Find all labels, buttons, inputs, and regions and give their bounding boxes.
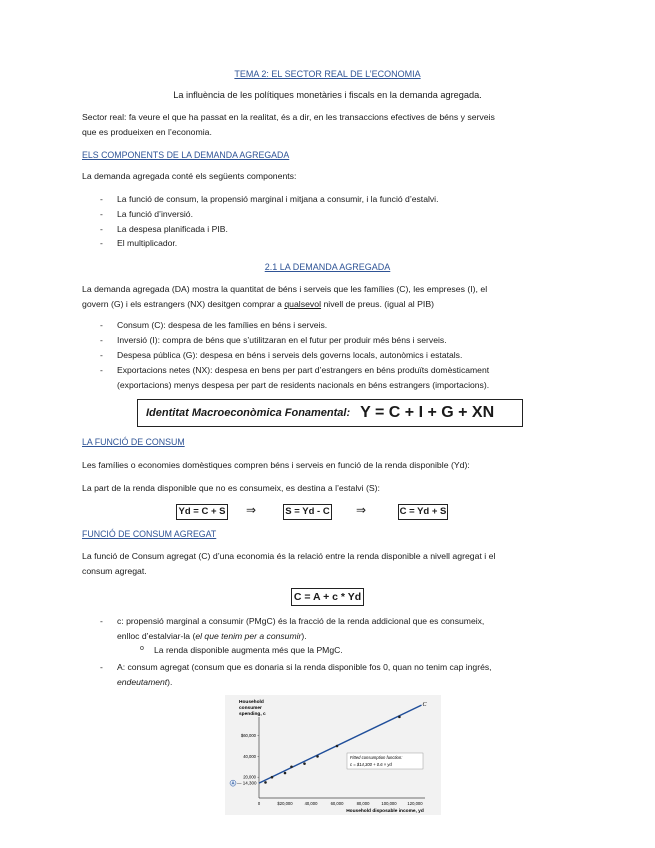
fit-annotation	[347, 753, 423, 769]
data-point	[271, 776, 274, 779]
y-tick-label: 40,000	[243, 753, 256, 759]
equation-box-s: S = Yd - C	[283, 504, 332, 520]
x-tick-label: 120,000	[407, 801, 423, 806]
implies-arrow: ⇒	[246, 503, 257, 517]
macroeconomic-identity-box	[137, 399, 523, 427]
identity-equation: Y = C + I + G + XN	[360, 404, 495, 421]
data-point	[398, 716, 401, 719]
sub-list-item: o La renda disponible augmenta més que la PMgC.	[140, 645, 343, 655]
intro-line-1: Sector real: fa veure el que ha passat en la realitat, és a dir, en les transaccions efectives de béns y serveis	[82, 112, 495, 122]
identity-label: Identitat Macroeconòmica Fonamental:	[146, 407, 351, 419]
agregat-paragraph: La funció de Consum agregat (C) d’una economia és la relació entre la renda disponible a nivell agregat i el consum agregat.	[82, 551, 496, 576]
intro-paragraph	[82, 110, 562, 140]
x-tick-label: 0	[257, 801, 261, 806]
intercept-label: — 14,300	[237, 780, 257, 786]
implies-arrow: ⇒	[356, 503, 367, 517]
consum-heading: LA FUNCIÓ DE CONSUM	[82, 437, 185, 447]
data-point	[284, 772, 287, 775]
data-point	[264, 781, 267, 784]
data-point	[336, 745, 339, 748]
y-tick-label: $60,000	[240, 733, 256, 739]
data-point	[303, 762, 306, 765]
intercept-letter: A	[231, 780, 235, 786]
data-point	[290, 766, 293, 769]
list-item: - La funció de consum, la propensió marginal i mitjana a consumir, i la funció d’estalvi.	[100, 194, 439, 204]
x-tick-label: 80,000	[356, 801, 370, 806]
y-axis-title	[239, 699, 266, 717]
list-item: - Despesa pública (G): despesa en béns i serveis dels governs locals, autonòmics i estatals.	[100, 350, 463, 360]
svg-text:consumer: consumer	[239, 706, 262, 711]
svg-text:Household: Household	[239, 700, 264, 705]
line-label: C	[422, 702, 427, 709]
consumption-formula-box: C = A + c * Yd	[291, 588, 364, 606]
x-tick-label: $20,000	[277, 801, 293, 806]
equation-box-yd: Yd = C + S	[176, 504, 228, 520]
equation-box-c: C = Yd + S	[398, 504, 448, 520]
underlined-word: qualsevol	[284, 299, 322, 309]
da-line-1: La demanda agregada (DA) mostra la quantitat de béns i serveis que les famílies (C), les empreses (I), el	[82, 284, 488, 294]
list-item: - La funció d’inversió.	[100, 209, 193, 219]
consum-paragraph-1: Les famílies o economies domèstiques compren béns i serveis en funció de la renda disponible (Yd):	[82, 460, 470, 470]
x-tick-label: 40,000	[304, 801, 318, 806]
list-item: - Inversió (I): compra de béns que s’utilitzaran en el futur per produir més béns i serveis.	[100, 335, 447, 345]
da-heading: 2.1 LA DEMANDA AGREGADA	[264, 262, 391, 272]
list-item: - A: consum agregat (consum que es donaria si la renda disponible fos 0, quan no tenim cap ingrés, endeutament).	[100, 662, 492, 687]
svg-text:spending, c: spending, c	[239, 712, 266, 717]
intro-line-2: que es produeixen en l’economia.	[82, 127, 212, 137]
svg-text:Fitted consumption function:: Fitted consumption function:	[350, 755, 403, 760]
agregat-heading: FUNCIÓ DE CONSUM AGREGAT	[82, 529, 217, 539]
svg-text:c = $14,300 + 0.6 × yd: c = $14,300 + 0.6 × yd	[350, 762, 392, 767]
document-subtitle: La influència de les polítiques monetàries i fiscals en la demanda agregada.	[173, 90, 482, 100]
list-item: - Consum (C): despesa de les famílies en béns i serveis.	[100, 320, 328, 330]
consum-paragraph-2: La part de la renda disponible que no es consumeix, es destina a l’estalvi (S):	[82, 483, 380, 493]
list-item: - Exportacions netes (NX): despesa en bens per part d’estrangers en béns produïts domèsticament (exportacions) menys despesa per part de residents nacionals en béns estrangers (importacions).	[100, 365, 490, 390]
components-heading: ELS COMPONENTS DE LA DEMANDA AGREGADA	[82, 150, 290, 160]
data-point	[316, 755, 319, 758]
x-axis-title: Household disposable income, yd	[346, 809, 424, 814]
document-title: TEMA 2: EL SECTOR REAL DE L’ECONOMIA	[234, 69, 421, 79]
components-lead: La demanda agregada conté els següents components:	[82, 171, 297, 181]
list-item: - c: propensió marginal a consumir (PMgC) és la fracció de la renda addicional que es consumeix, enlloc d’estalviar-la (el que tenim per a consumir).	[100, 616, 485, 641]
x-tick-label: 100,000	[381, 801, 397, 806]
list-item: - La despesa planificada i PIB.	[100, 224, 228, 234]
list-item: - El multiplicador.	[100, 238, 178, 248]
da-paragraph: La demanda agregada (DA) mostra la quantitat de béns i serveis que les famílies (C), les empreses (I), el govern (G) i els estrangers (NX) desitgen comprar a qualsevol nivell de preus. (igual al PIB)	[82, 284, 488, 309]
y-tick-label: 20,000	[243, 774, 256, 780]
x-tick-label: 60,000	[330, 801, 344, 806]
consumption-function-chart	[225, 695, 441, 815]
